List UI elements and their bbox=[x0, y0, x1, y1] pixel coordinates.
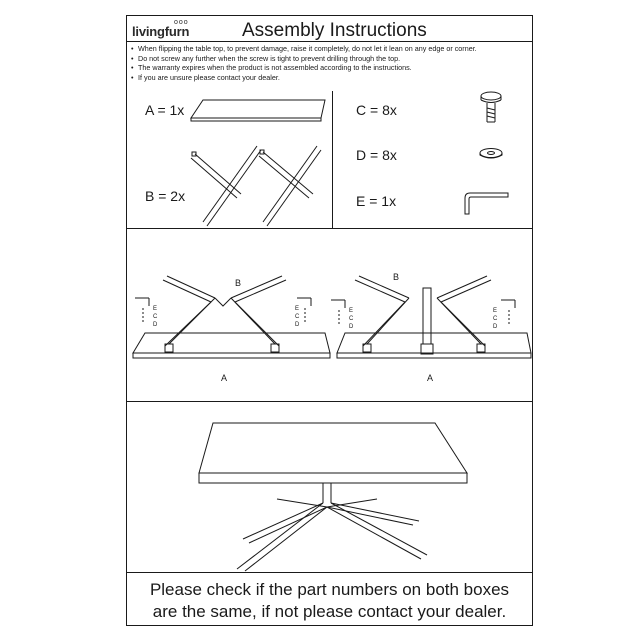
footer-line-1: Please check if the part numbers on both boxes bbox=[149, 580, 510, 599]
left-e-label-2: E bbox=[295, 306, 300, 312]
right-c-label: C bbox=[349, 316, 354, 322]
right-c-label-2: C bbox=[493, 316, 498, 322]
left-d-label-2: D bbox=[295, 322, 300, 328]
frame-part-illustration bbox=[189, 144, 329, 224]
finished-table-illustration bbox=[127, 411, 534, 581]
right-e-label: E bbox=[349, 308, 354, 314]
footer-line-2: are the same, if not please contact your dealer. bbox=[152, 602, 507, 621]
parts-divider bbox=[332, 91, 333, 228]
part-e-label: E = 1x bbox=[356, 193, 397, 209]
allen-key-icon bbox=[460, 190, 510, 220]
left-c-label: C bbox=[153, 314, 158, 320]
step-one-b-label: B bbox=[235, 278, 242, 288]
assembly-sheet bbox=[126, 15, 533, 626]
step-two-a-label: A bbox=[427, 373, 434, 383]
note-item: • If you are unsure please contact your dealer. bbox=[131, 73, 531, 83]
note-item: • When flipping the table top, to prevent damage, raise it completely, do not let it lean on any edge or corner. bbox=[131, 44, 531, 54]
right-d-label: D bbox=[349, 324, 354, 330]
table-top-part-illustration bbox=[189, 98, 329, 128]
note-item: • Do not screw any further when the screw is tight to prevent drilling through the top. bbox=[131, 54, 531, 64]
washer-icon bbox=[477, 146, 507, 162]
part-a-label: A = 1x bbox=[145, 102, 185, 118]
part-b-label: B = 2x bbox=[145, 188, 186, 204]
section-divider-1 bbox=[127, 228, 532, 229]
part-d-label: D = 8x bbox=[356, 147, 397, 163]
notes-list bbox=[131, 44, 531, 82]
header-divider bbox=[127, 41, 532, 42]
right-d-label-2: D bbox=[493, 324, 498, 330]
brand-logo: livingfurn bbox=[132, 24, 190, 39]
left-c-label-2: C bbox=[295, 314, 300, 320]
left-d-label: D bbox=[153, 322, 158, 328]
section-divider-3 bbox=[127, 572, 532, 573]
note-item: • The warranty expires when the product is not assembled according to the instructions. bbox=[131, 63, 531, 73]
page-title: Assembly Instructions bbox=[242, 20, 427, 41]
left-e-label: E bbox=[153, 306, 158, 312]
right-e-label-2: E bbox=[493, 308, 498, 314]
brand-mark: ooo bbox=[174, 19, 189, 26]
step-one-a-label: A bbox=[221, 373, 228, 383]
section-divider-2 bbox=[127, 401, 532, 402]
screw-icon bbox=[477, 88, 507, 128]
step-one-illustration bbox=[127, 248, 534, 388]
footer-notice bbox=[127, 579, 532, 623]
step-two-b-label: B bbox=[393, 272, 400, 282]
part-c-label: C = 8x bbox=[356, 102, 397, 118]
